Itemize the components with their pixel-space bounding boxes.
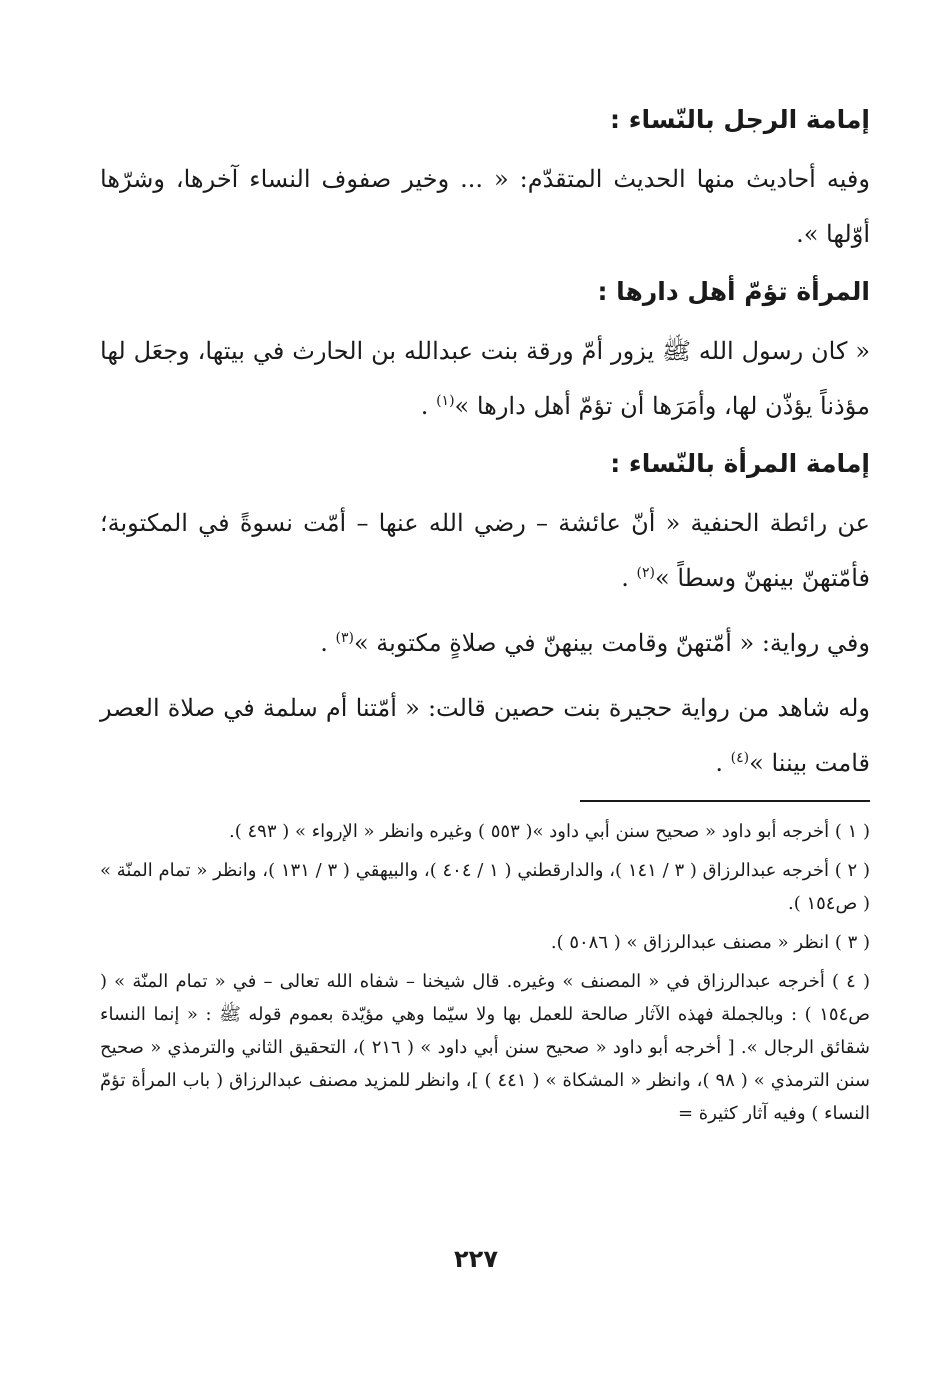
- paragraph-end: .: [320, 629, 328, 657]
- section-heading: إمامة المرأة بالنّساء :: [610, 449, 870, 478]
- paragraph-end: .: [715, 749, 724, 777]
- main-text: [100, 100, 870, 801]
- footnote: ( ٤ ) أخرجه عبدالرزاق في « المصنف » وغيره. قال شيخنا – شفاه الله تعالى – في « تمام المنّة » ( ص١٥٤ ) : وبالجملة فهذه الآثار صالحة للعمل بها ولا سيّما وهي مؤيّدة بعموم قوله ﷺ : « إنما النساء شقائق الرجال ». [ أخرجه أبو داود « صحيح سنن أبي داود » ( ٢١٦ )، التحقيق الثاني والترمذي « صحيح سنن الترمذي » ( ٩٨ )، وانظر « المشكاة » ( ٤٤١ ) ]، وانظر للمزيد مصنف عبدالرزاق ( باب المرأة تؤمّ النساء ) وفيه آثار كثيرة =: [100, 971, 871, 1124]
- paragraph-text: وفي رواية: « أمّتهنّ وقامت بينهنّ في صلاةٍ مكتوبة »: [353, 629, 870, 657]
- footnotes: [100, 815, 870, 1136]
- paragraph-end: .: [621, 564, 629, 592]
- footnote: ( ١ ) أخرجه أبو داود « صحيح سنن أبي داود »( ٥٥٣ ) وغيره وانظر « الإرواء » ( ٤٩٣ ).: [229, 821, 870, 842]
- footnote-marker[interactable]: (٣): [335, 630, 354, 646]
- paragraph-end: .: [420, 392, 429, 420]
- paragraph: [100, 616, 870, 671]
- footnote-marker[interactable]: (٤): [730, 750, 750, 766]
- paragraph-text: وله شاهد من رواية حجيرة بنت حصين قالت: « أمّتنا أم سلمة في صلاة العصر قامت بيننا »: [100, 694, 870, 777]
- paragraph-text: « كان رسول الله ﷺ يزور أمّ ورقة بنت عبدالله بن الحارث في بيتها، وجعَل لها مؤذناً يؤذّن لها، وأمَرَها أن تؤمّ أهل دارها »: [100, 337, 870, 420]
- footnote-marker[interactable]: (١): [436, 393, 455, 409]
- footnote-marker[interactable]: (٢): [636, 565, 656, 581]
- paragraph: وفيه أحاديث منها الحديث المتقدّم: « ... وخير صفوف النساء آخرها، وشرّها أوّلها ».: [100, 165, 870, 248]
- footnote: ( ٣ ) انظر « مصنف عبدالرزاق » ( ٥٠٨٦ ).: [550, 932, 870, 953]
- footnote: ( ٢ ) أخرجه عبدالرزاق ( ٣ / ١٤١ )، والدارقطني ( ١ / ٤٠٤ )، والبيهقي ( ٣ / ١٣١ )، وانظر « تمام المنّة » ( ص١٥٤ ).: [100, 860, 870, 914]
- paragraph: [100, 324, 870, 434]
- paragraph: [100, 496, 870, 606]
- paragraph-text: عن رائطة الحنفية « أنّ عائشة – رضي الله عنها – أمّت نسوةً في المكتوبة؛ فأمّتهنّ بينهنّ وسطاً »: [100, 509, 870, 592]
- section-heading: المرأة تؤمّ أهل دارها :: [597, 277, 870, 306]
- footnote-separator: [580, 800, 870, 802]
- paragraph: [100, 681, 870, 791]
- section-heading: إمامة الرجل بالنّساء :: [610, 105, 870, 134]
- page-number: ٢٢٧: [454, 1245, 498, 1273]
